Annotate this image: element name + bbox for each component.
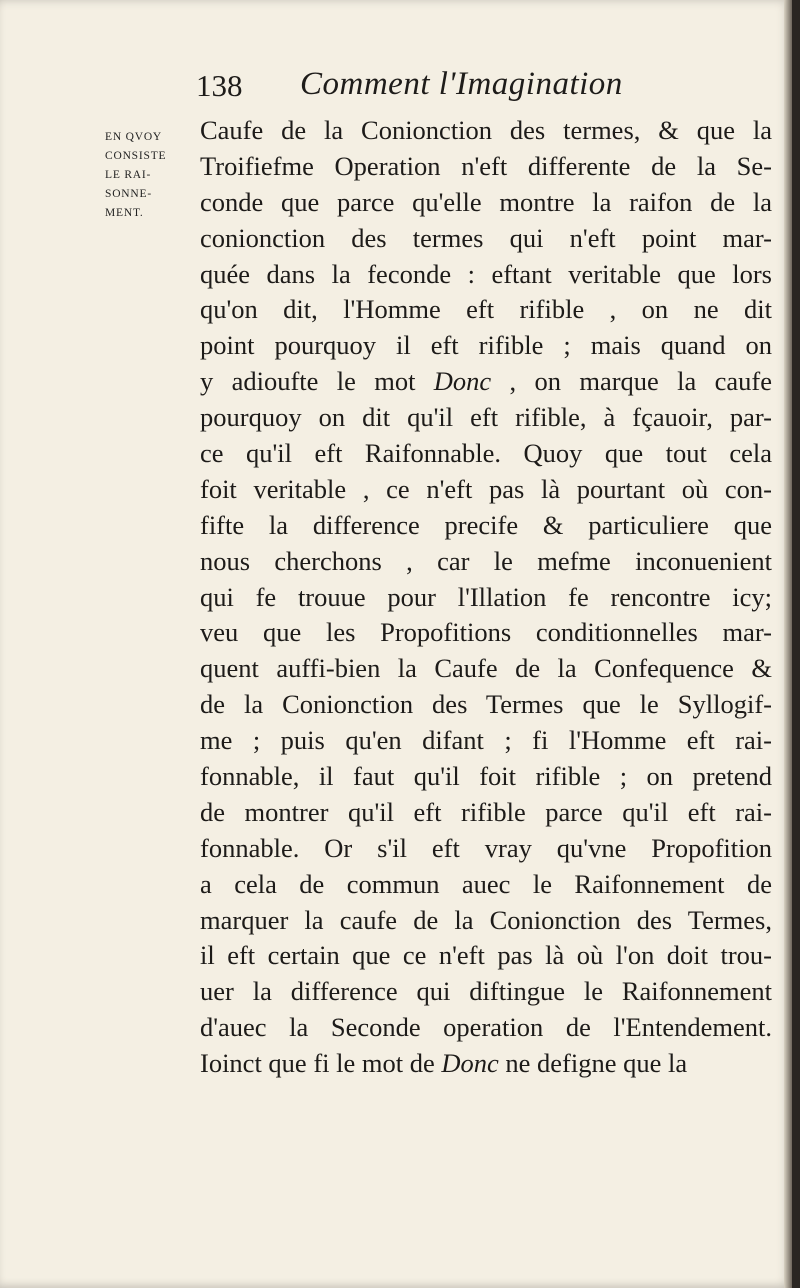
text-line: me ; puis qu'en difant ; fi l'Homme eft rai- [200, 725, 772, 756]
page-edge-shadow [784, 0, 792, 1288]
text-line: quent auffi-bien la Caufe de la Confequence & [200, 653, 772, 684]
text-line: Ioinct que fi le mot de Donc ne defigne que la [200, 1048, 688, 1079]
marginal-note-line: LE RAI- [105, 169, 152, 181]
text-line: fonnable. Or s'il eft vray qu'vne Propofition [200, 832, 772, 863]
marginal-note-line: SONNE- [105, 188, 152, 200]
marginal-note-line: CONSISTE [105, 150, 167, 162]
text-line: Troifiefme Operation n'eft differente de la Se- [200, 150, 772, 181]
marginal-note-line: EN QVOY [105, 131, 163, 143]
body-text [200, 113, 772, 1082]
text-line: qu'on dit, l'Homme eft rifible , on ne dit [200, 294, 772, 325]
text-line: nous cherchons , car le mefme inconuenient [200, 545, 772, 576]
text-line: fonnable, il faut qu'il foit rifible ; on pretend [200, 761, 772, 792]
text-line: foit veritable , ce n'eft pas là pourtant où con- [200, 473, 772, 504]
text-line: ce qu'il eft Raifonnable. Quoy que tout cela [200, 438, 772, 469]
text-line: de montrer qu'il eft rifible parce qu'il eft rai- [200, 796, 772, 827]
text-line: Caufe de la Conionction des termes, & que la [200, 115, 772, 145]
marginal-note [105, 128, 199, 223]
marginal-note-line: MENT. [105, 207, 144, 219]
text-line: point pourquoy il eft rifible ; mais quand on [200, 330, 772, 361]
page-number: 138 [196, 68, 243, 103]
text-line: quée dans la feconde : eftant veritable que lors [200, 258, 772, 289]
text-line: conionction des termes qui n'eft point mar- [200, 222, 772, 253]
text-line: veu que les Propofitions conditionnelles mar- [200, 617, 772, 648]
text-line: qui fe trouue pour l'Illation fe rencontre icy; [200, 581, 772, 612]
text-line: a cela de commun auec le Raifonnement de [200, 868, 772, 899]
text-line: il eft certain que ce n'eft pas là où l'on doit trou- [200, 940, 772, 971]
text-line: d'auec la Seconde operation de l'Entendement. [200, 1012, 772, 1043]
text-line: de la Conionction des Termes que le Syllogif- [200, 689, 772, 720]
page-header [196, 64, 756, 112]
text-line: fifte la difference precife & particuliere que [200, 509, 772, 540]
running-title: Comment l'Imagination [300, 66, 623, 102]
text-line: conde que parce qu'elle montre la raifon de la [200, 186, 772, 217]
text-line: pourquoy on dit qu'il eft rifible, à fçauoir, par- [200, 402, 772, 433]
text-line: uer la difference qui diftingue le Raifonnement [200, 976, 772, 1007]
text-line: y adioufte le mot Donc , on marque la caufe [200, 366, 772, 397]
text-line: marquer la caufe de la Conionction des Termes, [200, 904, 772, 935]
